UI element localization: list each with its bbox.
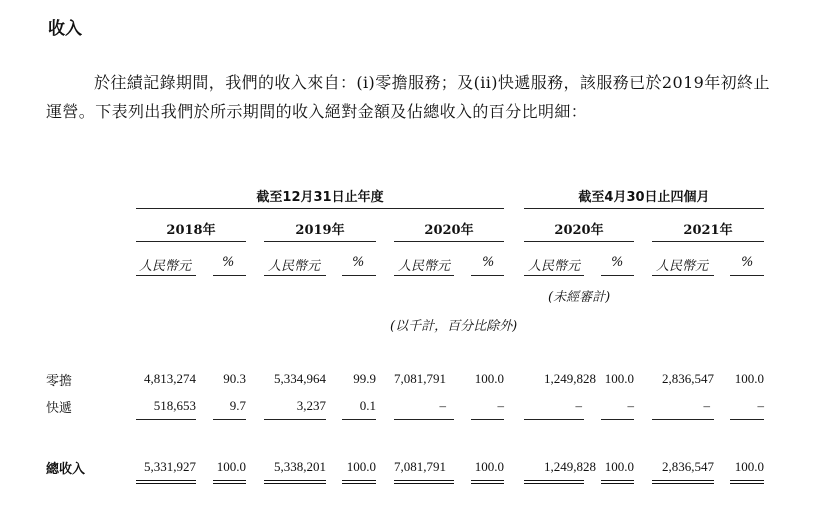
year-header-2019: 2019年 bbox=[295, 223, 345, 238]
subtotal-rule bbox=[730, 419, 764, 420]
unit-rule bbox=[471, 275, 504, 276]
table-cell: – bbox=[575, 398, 582, 413]
unit-rule bbox=[524, 275, 584, 276]
table-cell: 5,334,964 bbox=[274, 371, 326, 386]
table-cell: 100.0 bbox=[604, 371, 634, 386]
table-cell: 5,338,201 bbox=[274, 459, 326, 474]
subtotal-rule bbox=[264, 419, 326, 420]
year-rule bbox=[394, 241, 504, 242]
table-cell: 3,237 bbox=[296, 398, 326, 413]
table-cell: 100.0 bbox=[216, 459, 246, 474]
table-cell: 5,331,927 bbox=[144, 459, 196, 474]
table-cell: 7,081,791 bbox=[394, 371, 446, 386]
subtotal-rule bbox=[652, 419, 714, 420]
unit-rmb: 人民幣元 bbox=[528, 259, 581, 274]
section-heading: 收入 bbox=[48, 19, 82, 39]
total-double-rule bbox=[471, 480, 504, 484]
year-header-2020: 2020年 bbox=[424, 223, 474, 238]
table-cell: 100.0 bbox=[474, 371, 504, 386]
unit-rmb: 人民幣元 bbox=[398, 259, 451, 274]
table-cell: 9.7 bbox=[229, 398, 246, 413]
table-cell: – bbox=[757, 398, 764, 413]
group-rule-four-months bbox=[524, 208, 764, 209]
total-double-rule bbox=[342, 480, 376, 484]
total-double-rule bbox=[213, 480, 246, 484]
unit-rule bbox=[394, 275, 454, 276]
total-double-rule bbox=[652, 480, 714, 484]
table-cell: 1,249,828 bbox=[544, 459, 596, 474]
subtotal-rule bbox=[524, 419, 584, 420]
group-header-annual: 截至12月31日止年度 bbox=[256, 190, 384, 205]
year-header-2018: 2018年 bbox=[166, 223, 216, 238]
row-label-express: 快遞 bbox=[46, 401, 73, 416]
table-cell: 99.9 bbox=[353, 371, 376, 386]
table-cell: 0.1 bbox=[359, 398, 376, 413]
table-cell: 1,249,828 bbox=[544, 371, 596, 386]
total-double-rule bbox=[394, 480, 454, 484]
table-cell: 90.3 bbox=[223, 371, 246, 386]
unit-rule bbox=[213, 275, 246, 276]
intro-paragraph: 於往績記錄期間，我們的收入來自：(i)零擔服務；及(ii)快遞服務，該服務已於2019年初終止運營。下表列出我們於所示期間的收入絕對金額及佔總收入的百分比明細： bbox=[46, 73, 770, 121]
table-cell: 518,653 bbox=[153, 398, 196, 413]
year-rule bbox=[264, 241, 376, 242]
unit-rmb: 人民幣元 bbox=[139, 259, 192, 274]
unit-rule bbox=[601, 275, 634, 276]
subtotal-rule bbox=[213, 419, 246, 420]
table-cell: 100.0 bbox=[346, 459, 376, 474]
subtotal-rule bbox=[136, 419, 196, 420]
unit-rule bbox=[342, 275, 376, 276]
table-cell: – bbox=[439, 398, 446, 413]
unit-rule bbox=[264, 275, 326, 276]
unit-rule bbox=[730, 275, 764, 276]
year-rule bbox=[652, 241, 764, 242]
table-cell: 100.0 bbox=[734, 371, 764, 386]
table-cell: – bbox=[497, 398, 504, 413]
table-cell: – bbox=[703, 398, 710, 413]
table-cell: 100.0 bbox=[474, 459, 504, 474]
row-label-total: 總收入 bbox=[46, 462, 86, 477]
units-note: (以千計，百分比除外) bbox=[390, 319, 518, 334]
total-double-rule bbox=[264, 480, 326, 484]
year-rule bbox=[136, 241, 246, 242]
group-rule-annual bbox=[136, 208, 504, 209]
table-cell: 7,081,791 bbox=[394, 459, 446, 474]
year-header-2020-4m: 2020年 bbox=[554, 223, 604, 238]
total-double-rule bbox=[730, 480, 764, 484]
group-header-four-months: 截至4月30日止四個月 bbox=[578, 190, 710, 205]
unit-pct: % bbox=[611, 255, 624, 270]
unit-rmb: 人民幣元 bbox=[656, 259, 709, 274]
unit-rule bbox=[136, 275, 196, 276]
table-cell: – bbox=[627, 398, 634, 413]
table-cell: 100.0 bbox=[734, 459, 764, 474]
year-rule bbox=[524, 241, 634, 242]
subtotal-rule bbox=[601, 419, 634, 420]
unit-pct: % bbox=[482, 255, 495, 270]
year-header-2021-4m: 2021年 bbox=[683, 223, 733, 238]
unit-pct: % bbox=[741, 255, 754, 270]
unit-pct: % bbox=[222, 255, 235, 270]
row-label-ltl: 零擔 bbox=[46, 374, 73, 389]
total-double-rule bbox=[136, 480, 196, 484]
subtotal-rule bbox=[342, 419, 376, 420]
unaudited-note: (未經審計) bbox=[548, 290, 611, 305]
table-cell: 4,813,274 bbox=[144, 371, 196, 386]
table-cell: 100.0 bbox=[604, 459, 634, 474]
subtotal-rule bbox=[471, 419, 504, 420]
unit-rule bbox=[652, 275, 714, 276]
total-double-rule bbox=[524, 480, 584, 484]
subtotal-rule bbox=[394, 419, 454, 420]
table-cell: 2,836,547 bbox=[662, 459, 714, 474]
total-double-rule bbox=[601, 480, 634, 484]
unit-pct: % bbox=[352, 255, 365, 270]
table-cell: 2,836,547 bbox=[662, 371, 714, 386]
unit-rmb: 人民幣元 bbox=[268, 259, 321, 274]
